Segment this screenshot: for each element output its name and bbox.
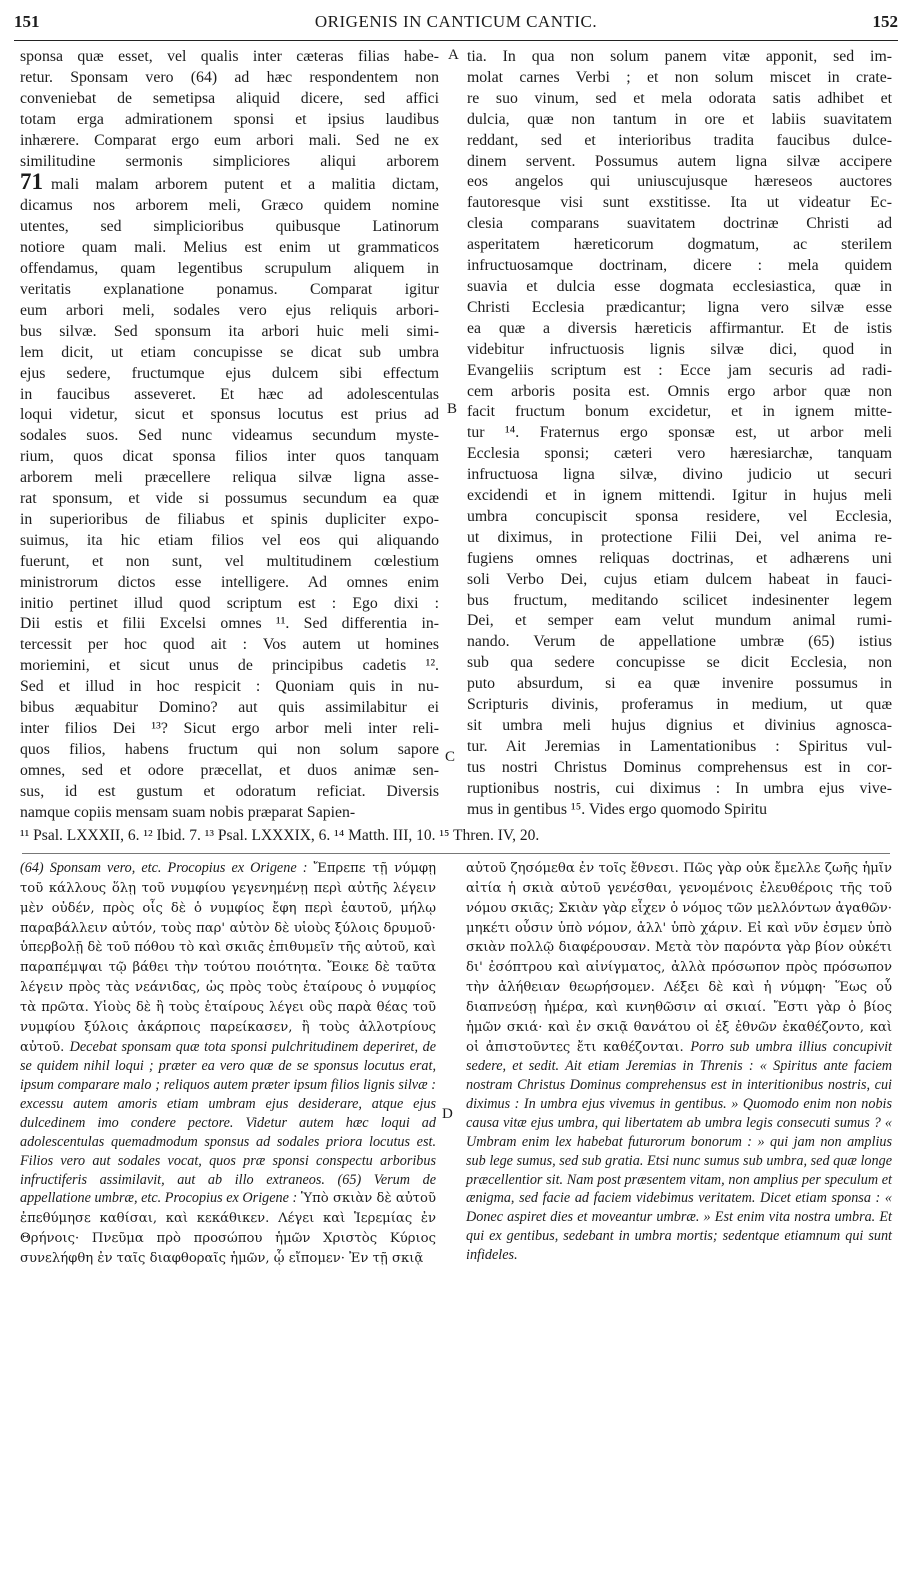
latin-note-text: Decebat sponsam quæ tota sponsi pulchritudinem deperiret, de se quidem nihil loqui ; præter ea vero quæ de se sponsus locutus erat, ipsum comparare malo ; reliquos autem præter ipsum filios lignis silvæ : excessu autem amoris etiam umbram ejus desiderare, atque ejus dulcedinem imo condere pectore. Videtur autem hæc loqui ad adolescentulas quemadmodum sponsus ad sodales priora locutus est. Filios vero aut sodales vocat, quos præ sponsi conspectu arboribus infructiferis assimilavit, aut ab illo extraneos. [20,1038,436,1188]
text-line: Sed et illud in hoc respicit : Quoniam quis in nu- [20,678,439,696]
section-number: 71 [20,169,43,195]
text-line: tia. In qua non solum panem vitæ apponit, sed im- [467,48,892,65]
text-line: similitudine sermonis simpliciores aliqui arborem [20,152,439,170]
text-line: inhærere. Comparat ergo eum arbori mali. Sed ne ex [20,131,439,149]
text-line: suimus, ita hic etiam filios vel eos qui aliquando [20,531,439,549]
text-line: excidendi et in ignem mittendi. Igitur in hujus meli [467,487,892,505]
text-line: suavia et dulcia esse dogmata ecclesiastica, quæ in [467,277,892,295]
text-line: sub qua sedere concupisse se dicit Ecclesia, non [467,654,892,672]
text-line: ruptionibus nostris, cui diximus : In umbra ejus vive- [467,779,892,797]
greek-note-text: Ὑπὸ σκιὰν δὲ αὐτοῦ ἐπεθύμησε καθίσαι, καὶ κεκάθικεν. Λέγει καὶ Ἱερεμίας ἐν Θρήνοις· Πνεῦμα πρὸ προσώπου ἡμῶν Χριστὸς Κύριος συνελήφθη ἐν ταῖς διαφθοραῖς ἡμῶν, ᾧ εἴπομεν· Ἐν τῇ σκιᾷ [20,1191,436,1266]
text-line: ea quæ a diversis hæreticis affirmantur. Et de istis [467,319,892,337]
text-line: conveniebat de semetipsa aliquid dicere, sed affici [20,89,439,107]
text-line: inter filios Dei ¹³? Sicut ergo arbor meli inter reli- [20,720,439,737]
text-line: mus in gentibus ¹⁵. Vides ergo quomodo Spiritu [467,800,768,818]
text-line: in superioribus de filiabus et spinis dupliciter expo- [20,510,439,528]
margin-letter-d: D [442,1106,453,1122]
text-line: dulcia, quæ non tantum in ore et labiis suavitatem [467,110,892,128]
text-line: clesia comparans suavitatem doctrinæ Christi ad [467,215,892,233]
text-line: cem arboris posita est. Omnis ergo arbor quæ non [467,382,892,400]
text-line: sponsa quæ esset, vel qualis inter cæteras filias habe- [20,48,439,65]
text-line: totam erga admirationem sponsi et ipsius laudibus [20,110,439,128]
text-line: offendamus, quam legentibus scrupulum aliquem in [20,260,439,278]
text-line: initio pertinet illud quod scriptum est : Ego dixi : [20,594,439,612]
text-line: veritatis explanatione ponamus. Comparat igitur [20,280,439,298]
text-line: Dei, et semper eam velut mundum animal rumi- [467,612,892,630]
text-line: tur ¹⁴. Fraternus ergo sponsæ est, ut arbor meli [467,424,892,442]
right-column-text [467,47,892,821]
text-line: ministrorum dictos esse intelligere. Ad omnes enim [20,573,439,591]
text-line: tus nostri Christus Dominus comprehensus est in cor- [467,758,892,776]
text-line: Scripturis divinis, proferamus in medium, ut quæ [467,696,892,714]
text-line: infructuosa ligna silvæ, divino judicio ut securi [467,466,892,484]
text-line: re suo vinum, sed et mela odorata satis adhibet et [467,89,892,107]
text-line: sit umbra meli hujus dignius et divinius agnosca- [467,717,892,734]
running-title: ORIGENIS IN CANTICUM CANTIC. [314,12,598,31]
text-line: dicamus nos arborem meli, Græco quidem nomine [20,197,439,215]
text-line: ut diximus, in protectione Filii Dei, vel anima re- [467,528,892,546]
text-line: moriemini, et sicut unus de principibus cadetis ¹². [20,657,439,675]
text-line: quos filios, habens fructum qui non solum sapore [20,740,439,758]
text-line: tur. Ait Jeremias in Lamentationibus : Spiritus vul- [467,737,892,755]
latin-note-text: (64) Sponsam vero, etc. Procopius ex Origene : [20,860,314,876]
text-line: puto absurdum, si ea quæ invenire possumus in [467,675,892,693]
right-page-number: 152 [872,12,898,31]
margin-letter-b: B [447,401,458,417]
text-line: notiore quam mali. Melius est enim ut grammaticos [20,239,439,257]
text-line: sodales suos. Sed nunc videamus secundum myste- [20,427,439,445]
text-line: loqui videtur, sicut et sponsus locutus est prius ad [20,406,439,424]
text-line: arborem meli præcellere reliqua silvæ ligna asse- [20,469,439,487]
text-line: nando. Verum de appellatione umbræ (65) istius [467,633,892,651]
greek-note-text: Ἔπρεπε τῇ νύμφῃ τοῦ κάλλους ὅλῃ τοῦ νυμφίου γεγενημένῃ περὶ αὐτῆς λέγειν μὲν οὐδέν, πρὸς οἷς δὲ ὁ νυμφίος ἔφη περὶ ἑαυτοῦ, μήλῳ παραβάλλειν αὐτόν, τοὺς παρ' αὐτὸν δὲ υἱοὺς ξύλοις δρυμοῦ· ὑπερβολῇ δὲ τοῦ πόθου τὸ καὶ σκιᾶς ἐπιθυμεῖν τῆς αὐτοῦ, καὶ παραπέμψαι τῷ βάθει τὴν τούτου ποιότητα. Ἔοικε δὲ ταῦτα λέγειν πρὸς τὰς νεάνιδας, ὡς πρὸς τοὺς ἑταίρους ὁ νυμφίος τὰ πρῶτα. Υἱοὺς δὲ ἢ τοὺς ἑταίρους λέγει οὓς παρὰ θέας τοῦ νυμφίου ξύλοις ἀκάρποις παρείκασεν, ἢ τοὺς ἀλλοτρίους αὐτοῦ. [20,861,436,1055]
text-line: bibus æquabitur Domino? aut quis assimilabitur ei [20,699,439,717]
text-line: Evangeliis scriptum est : Ecce jam securis ad radi- [467,361,892,379]
margin-letter-c: C [445,749,456,765]
margin-letter-a: A [448,47,459,63]
footnote-references: ¹¹ Psal. LXXXII, 6. ¹² Ibid. 7. ¹³ Psal. LXXXIX, 6. ¹⁴ Matth. III, 10. ¹⁵ Thren. IV, 20. [20,827,540,844]
latin-note-text: (65) Verum de appellatione umbræ, etc. Procopius ex Origene : [20,1171,436,1207]
text-line: ejus sedere, fructumque ejus dulcem sibi effectum [20,364,439,382]
text-line: asperitatem hæreticorum dogmatum, ac sterilem [467,236,892,254]
text-line: bus fructum, meditando scilicet indesinenter legem [467,591,892,609]
text-line: umbra concupiscit sponsa residere, vel Ecclesia, [467,507,892,525]
left-page-number: 151 [14,12,40,31]
right-notes-column [466,859,892,1265]
text-line: infructuosamque doctrinam, dicere : mela quidem [467,257,892,275]
text-line: retur. Sponsam vero (64) ad hæc respondentem non [20,68,439,86]
text-line: in faucibus asseveret. Et hæc ad adolescentulas [20,385,439,403]
text-line: Christi Ecclesia prædicantur; ligna vero silvæ esse [467,298,892,316]
text-line: videbitur infructuosis lignis silvæ dici, quod in [467,340,892,358]
text-line: rat sponsum, et vide si possumus secundum ea quæ [20,490,439,508]
text-line: eos angelos qui uniuscujusque hæreseos auctores [467,173,892,191]
text-line: 71 mali malam arborem putent et a malitia dictam, [20,169,439,195]
page-header [14,10,898,41]
text-line: sus, id est gustum et odoratum reficiat. Diversis [20,782,439,800]
latin-note-text: Porro sub umbra illius concupivit sedere, et sedit. Ait etiam Jeremias in Threnis : « Spiritus ante faciem nostram Christus Dominus comprehensus est in interitionibus nostris, cui diximus : In umbra ejus vivemus in gentibus. » Quomodo enim non nobis causa vitæ ejus umbra, qui libertatem ab umbra legis consecuti sumus ? « Umbram enim lex habebat futurorum bonorum : » qui jam non amplius sub lege sumus, sed sub gratia. Etsi nunc sumus sub umbra, sed quæ longe præcellentior sit. Nam post præsentem vitam, non amplius per speculum et ænigma, sed facie ad faciem videbimus veritatem. Dicet etiam sponsa : « Donec aspiret dies et moveantur umbræ. » Est enim vita nostra umbra. Et qui ex gentibus, sedebant in umbra mortis; sedentque etiamnum qui sunt infideles. [466,1038,892,1263]
text-line: fautoresque visi sunt exstitisse. Ita ut videatur Ec- [467,194,892,212]
text-line: Dii estis et filii Excelsi omnes ¹¹. Sed differentia in- [20,615,439,633]
text-line: fugiens omnes reliquas doctrinas, et adhærens uni [467,549,892,567]
text-line: rium, quos dicat sponsa filios inter quos tanquam [20,448,439,466]
text-line: lem dicit, ut etiam concupisse se dicat sub umbra [20,343,439,361]
text-line: molat carnes Verbi ; et non solum miscet in crate- [467,68,892,86]
text-line: utentes, sed simplicioribus quibusque Latinorum [20,218,439,236]
greek-note-text: αὐτοῦ ζησόμεθα ἐν τοῖς ἔθνεσι. Πῶς γὰρ οὐκ ἔμελλε ζωῆς ἡμῖν αἰτία ἡ σκιὰ αὐτοῦ γενέσθαι, γενομένοις ἐλευθέροις τῆς τοῦ νόμου σκιᾶς; Σκιὰν γὰρ εἶχεν ὁ νόμος τῶν μελλόντων ἀγαθῶν· μηκέτι οὖσιν ὑπὸ νόμον, ἀλλ' ὑπὸ χάριν. Εἰ καὶ νῦν ἐσμεν ὑπὸ σκιὰν πολλῷ διαφέρουσαν. Μετὰ τὸν παρόντα γὰρ βίον οὐκέτι δι' ἐσόπτρου καὶ αἰνίγματος, ἀλλὰ πρόσωπον πρὸς πρόσωπον τὴν ἀλήθειαν θεωρήσομεν. Λέξει δὲ καὶ ἡ νύμφη· Ἕως οὗ διαπνεύσῃ ἡμέρα, καὶ κινηθῶσιν αἱ σκιαί. Ἔστι γὰρ ὁ βίος ἡμῶν σκιά· καὶ ἐν σκιᾷ θανάτου οἱ ἐξ ἐθνῶν ἐκαθέζοντο, καὶ οἱ ἀπιστοῦντες ἔτι καθέζονται. [466,861,892,1055]
notes-separator [22,853,890,854]
left-notes-column [20,859,436,1269]
text-line: eum arbori meli, sodales vero ejus reliquis arbori- [20,301,439,319]
text-line: namque copiis mensam suam nobis præparat Sapien- [20,803,356,821]
text-line: reddant, sed et interioribus tradita faucibus dulce- [467,131,892,149]
left-column-text [20,47,439,824]
text-line: bus silvæ. Sed sponsum ita arbori huic meli simi- [20,322,439,340]
text-line: Ecclesia sponsi; cæteri vero hæresiarchæ, tanquam [467,445,892,463]
text-line: soli Verbo Dei, cujus etiam dulcem habeat in fauci- [467,570,892,588]
text-line: facit fructum bonum excidetur, et in ignem mitte- [467,403,892,421]
text-line: tercessit per hoc quod ait : Vos autem ut homines [20,636,439,654]
text-line: dinem servent. Possumus autem ligna silvæ accipere [467,152,892,170]
text-line: omnes, sed et odore præcellat, et duos animæ sen- [20,761,439,779]
text-line: fuerunt, et non sunt, vel multitudinem cœlestium [20,552,439,570]
